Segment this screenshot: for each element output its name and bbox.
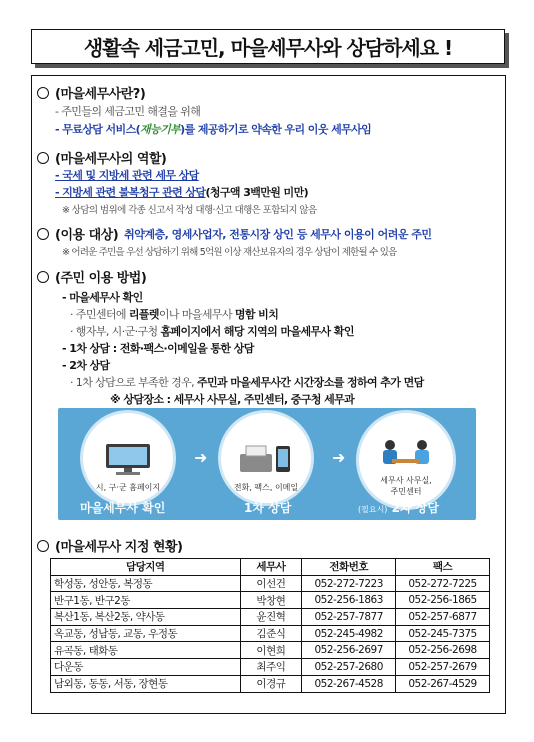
section-what-heading xyxy=(37,83,145,102)
table-row xyxy=(51,659,490,676)
s1-line2-c: )를 제공하기로 약속한 우리 이웃 세무사임 xyxy=(180,123,372,136)
cell-area: 학성동, 성안동, 복정동 xyxy=(51,575,241,592)
process-banner xyxy=(58,408,476,520)
step3-caption: 세무사 사무실, 주민센터 xyxy=(380,476,432,496)
cell-advisor: 박창현 xyxy=(240,592,302,609)
monitor-icon xyxy=(102,442,154,476)
col-header-area: 담당지역 xyxy=(51,559,241,576)
step2-bubble xyxy=(218,410,314,506)
s4-a2-a: · 행자부, 시·군·구청 xyxy=(70,325,161,338)
table-row xyxy=(51,642,490,659)
step1-label: 마을세무사 확인 xyxy=(80,501,166,515)
cell-phone: 052-245-4982 xyxy=(302,625,396,642)
cell-advisor: 윤진혁 xyxy=(240,609,302,626)
page-title: 생활속 세금고민, 마을세무사와 상담하세요 ! xyxy=(31,29,505,64)
s2-line2-a: - 지방세 관련 불복청구 관련 상담 xyxy=(55,186,206,199)
tax-advisor-table xyxy=(50,558,490,693)
step1-bubble xyxy=(80,410,176,506)
table-row xyxy=(51,625,490,642)
s1-line2-a: - 무료상담 서비스( xyxy=(55,123,141,136)
s2-line2 xyxy=(55,184,308,200)
section-status-heading xyxy=(37,536,182,555)
s2-line2-b: (청구액 3백만원 미만) xyxy=(205,186,309,199)
table-row xyxy=(51,575,490,592)
cell-area: 반구1동, 반구2동 xyxy=(51,592,241,609)
step2-label: 1차 상담 xyxy=(244,501,292,515)
table-row xyxy=(51,675,490,692)
cell-fax: 052-257-2679 xyxy=(396,659,490,676)
col-header-advisor: 세무사 xyxy=(240,559,302,576)
cell-phone: 052-256-2697 xyxy=(302,642,396,659)
cell-area: 복산1동, 복산2동, 약사동 xyxy=(51,609,241,626)
cell-fax: 052-256-1865 xyxy=(396,592,490,609)
s1-line2-b: 재능기부 xyxy=(140,123,181,136)
s4-c1-b: 주민과 마을세무사간 시간장소를 정하여 추가 면담 xyxy=(196,376,424,389)
s4-a1-c: 이나 마을세무사 xyxy=(158,308,235,321)
meeting-icon xyxy=(378,437,434,471)
cell-phone: 052-267-4528 xyxy=(302,675,396,692)
s2-note: ※ 상담의 범위에 각종 신고서 작성 대행·신고 대행은 포함되지 않음 xyxy=(62,205,317,216)
section-title: (마을세무사 지정 현황) xyxy=(55,540,183,555)
circle-bullet-icon xyxy=(37,87,49,99)
cell-advisor: 이경규 xyxy=(240,675,302,692)
cell-advisor: 김준식 xyxy=(240,625,302,642)
cell-fax: 052-272-7225 xyxy=(396,575,490,592)
section-role-heading xyxy=(37,148,166,167)
s4-a1-d: 명함 비치 xyxy=(234,308,279,321)
cell-advisor: 이선건 xyxy=(240,575,302,592)
col-header-phone: 전화번호 xyxy=(302,559,396,576)
section-title: (마을세무사의 역할) xyxy=(55,152,167,167)
s2-line1: - 국세 및 지방세 관련 세무 상담 xyxy=(55,169,199,182)
col-header-fax: 팩스 xyxy=(396,559,490,576)
cell-phone: 052-257-2680 xyxy=(302,659,396,676)
s4-a1-b: 리플렛 xyxy=(128,308,159,321)
s4-c: - 2차 상담 xyxy=(62,359,110,372)
arrow-right-icon: ➜ xyxy=(332,448,346,467)
s3-note: ※ 어려운 주민을 우선 상담하기 위해 5억원 이상 재산보유자의 경우 상담이 제한될 수 있음 xyxy=(62,247,397,258)
s4-a1-a: · 주민센터에 xyxy=(70,308,129,321)
cell-phone: 052-257-7877 xyxy=(302,609,396,626)
step2-caption: 전화, 팩스, 이메일 xyxy=(233,483,299,492)
s4-a2 xyxy=(70,323,354,339)
cell-advisor: 이현희 xyxy=(240,642,302,659)
section-target-heading xyxy=(37,224,432,243)
cell-area: 다운동 xyxy=(51,659,241,676)
s4-c1-a: · 1차 상담으로 부족한 경우, xyxy=(70,376,197,389)
circle-bullet-icon xyxy=(37,540,49,552)
s4-a2-b: 홈페이지에서 해당 지역의 마을세무사 확인 xyxy=(160,325,354,338)
step1-caption: 시, 구·군 홈페이지 xyxy=(95,483,161,492)
cell-phone: 052-272-7223 xyxy=(302,575,396,592)
table-header-row xyxy=(51,559,490,576)
s4-a1 xyxy=(70,306,278,322)
cell-area: 옥교동, 성남동, 교동, 우정동 xyxy=(51,625,241,642)
step3-label xyxy=(358,499,439,516)
s4-a: - 마을세무사 확인 xyxy=(62,291,143,304)
step3-label-main: 2차 상담 xyxy=(391,501,439,515)
cell-fax: 052-256-2698 xyxy=(396,642,490,659)
circle-bullet-icon xyxy=(37,228,49,240)
fax-phone-icon xyxy=(238,442,294,476)
cell-fax: 052-245-7375 xyxy=(396,625,490,642)
cell-area: 유곡동, 태화동 xyxy=(51,642,241,659)
s4-place: ※ 상담장소 : 세무사 사무실, 주민센터, 중구청 세무과 xyxy=(110,393,355,406)
cell-fax: 052-257-6877 xyxy=(396,609,490,626)
circle-bullet-icon xyxy=(37,152,49,164)
cell-advisor: 최주익 xyxy=(240,659,302,676)
section-title: (마을세무사란?) xyxy=(55,87,146,102)
section-title: (이용 대상) xyxy=(55,228,119,243)
cell-fax: 052-267-4529 xyxy=(396,675,490,692)
cell-area: 남외동, 동동, 서동, 장현동 xyxy=(51,675,241,692)
step3-label-pre: (필요시) xyxy=(358,505,388,514)
table-row xyxy=(51,592,490,609)
s1-line2 xyxy=(55,121,371,137)
cell-phone: 052-256-1863 xyxy=(302,592,396,609)
circle-bullet-icon xyxy=(37,271,49,283)
table-row xyxy=(51,609,490,626)
arrow-right-icon: ➜ xyxy=(194,448,208,467)
step3-bubble xyxy=(356,410,456,510)
section-title: (주민 이용 방법) xyxy=(55,271,147,286)
s1-line1: - 주민들의 세금고민 해결을 위해 xyxy=(55,105,201,118)
s4-b: - 1차 상담 : 전화·팩스·이메일을 통한 상담 xyxy=(62,342,254,355)
s3-text: 취약계층, 영세사업자, 전통시장 상인 등 세무사 이용이 어려운 주민 xyxy=(124,227,432,241)
s4-c1 xyxy=(70,374,424,390)
section-how-heading xyxy=(37,267,146,286)
